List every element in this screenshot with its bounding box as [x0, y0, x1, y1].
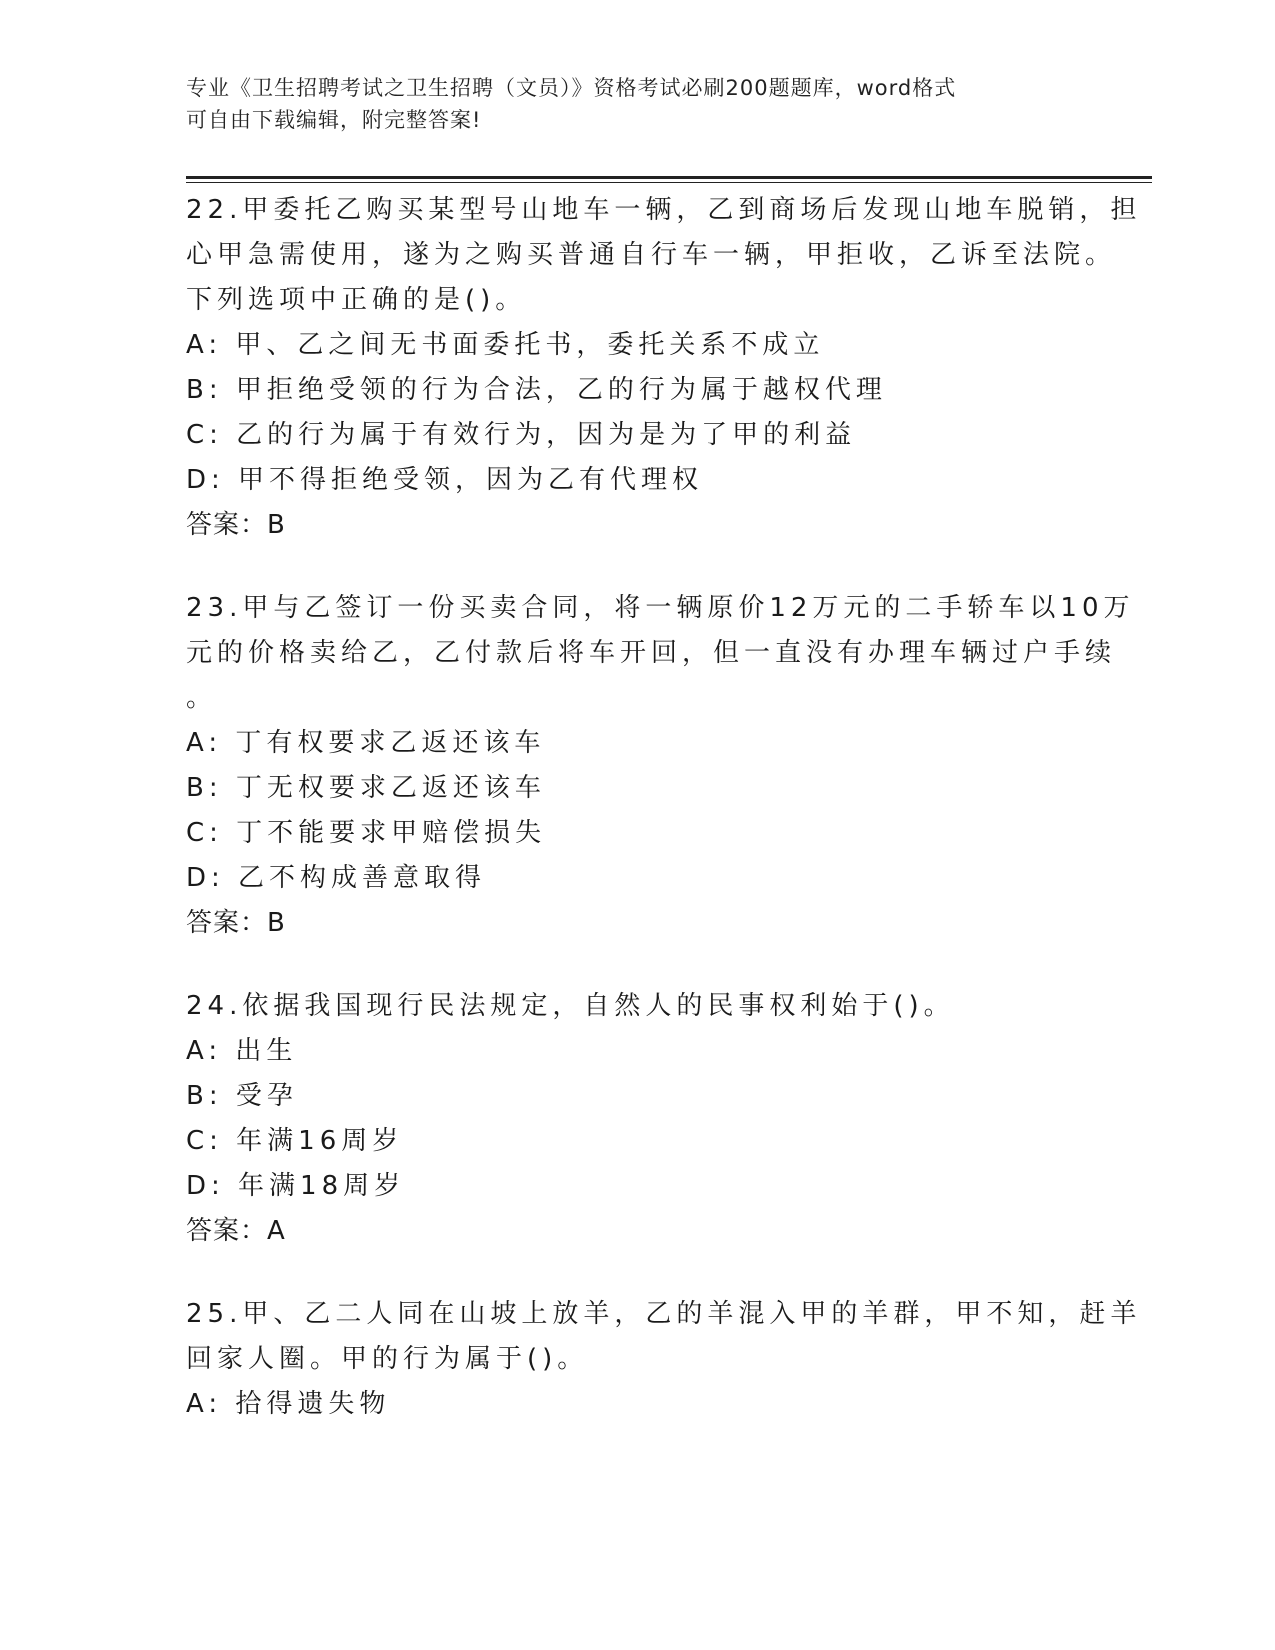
header-divider-thin — [186, 182, 1152, 183]
option-a: A: 出生 — [186, 1036, 298, 1066]
option-b: B: 甲拒绝受领的行为合法，乙的行为属于越权代理 — [186, 375, 887, 405]
question-stem-line: 心甲急需使用，遂为之购买普通自行车一辆，甲拒收，乙诉至法院。 — [186, 240, 1117, 270]
document-header — [186, 72, 1086, 136]
question-22 — [186, 188, 1142, 548]
option-d: D: 甲不得拒绝受领，因为乙有代理权 — [186, 465, 704, 495]
question-stem-line: 。 — [186, 683, 218, 713]
question-stem-line: 22.甲委托乙购买某型号山地车一辆，乙到商场后发现山地车脱销，担 — [186, 195, 1142, 225]
option-b: B: 丁无权要求乙返还该车 — [186, 773, 546, 803]
question-stem-line: 元的价格卖给乙，乙付款后将车开回，但一直没有办理车辆过户手续 — [186, 638, 1117, 668]
question-24 — [186, 984, 1086, 1254]
header-line-2: 可自由下载编辑，附完整答案! — [186, 108, 482, 132]
answer-line: 答案：B — [186, 510, 286, 540]
header-line-1: 专业《卫生招聘考试之卫生招聘（文员）》资格考试必刷200题题库，word格式 — [186, 76, 957, 100]
question-list — [186, 188, 1142, 1465]
option-c: C: 年满16周岁 — [186, 1126, 404, 1156]
option-d: D: 年满18周岁 — [186, 1171, 406, 1201]
option-c: C: 丁不能要求甲赔偿损失 — [186, 818, 547, 848]
question-stem-line: 回家人圈。甲的行为属于()。 — [186, 1344, 589, 1374]
option-a: A: 丁有权要求乙返还该车 — [186, 728, 546, 758]
option-a: A: 甲、乙之间无书面委托书，委托关系不成立 — [186, 330, 825, 360]
option-c: C: 乙的行为属于有效行为，因为是为了甲的利益 — [186, 420, 857, 450]
option-d: D: 乙不构成善意取得 — [186, 863, 487, 893]
option-b: B: 受孕 — [186, 1081, 298, 1111]
question-stem-line: 23.甲与乙签订一份买卖合同，将一辆原价12万元的二手轿车以10万 — [186, 593, 1135, 623]
header-divider-thick — [186, 176, 1152, 179]
question-stem-line: 24.依据我国现行民法规定，自然人的民事权利始于()。 — [186, 991, 955, 1021]
answer-line: 答案：B — [186, 908, 286, 938]
option-a: A: 拾得遗失物 — [186, 1389, 391, 1419]
question-stem-line: 25.甲、乙二人同在山坡上放羊，乙的羊混入甲的羊群，甲不知，赶羊 — [186, 1299, 1142, 1329]
question-stem-line: 下列选项中正确的是()。 — [186, 285, 527, 315]
question-23 — [186, 586, 1135, 946]
question-25 — [186, 1292, 1142, 1427]
answer-line: 答案：A — [186, 1216, 286, 1246]
